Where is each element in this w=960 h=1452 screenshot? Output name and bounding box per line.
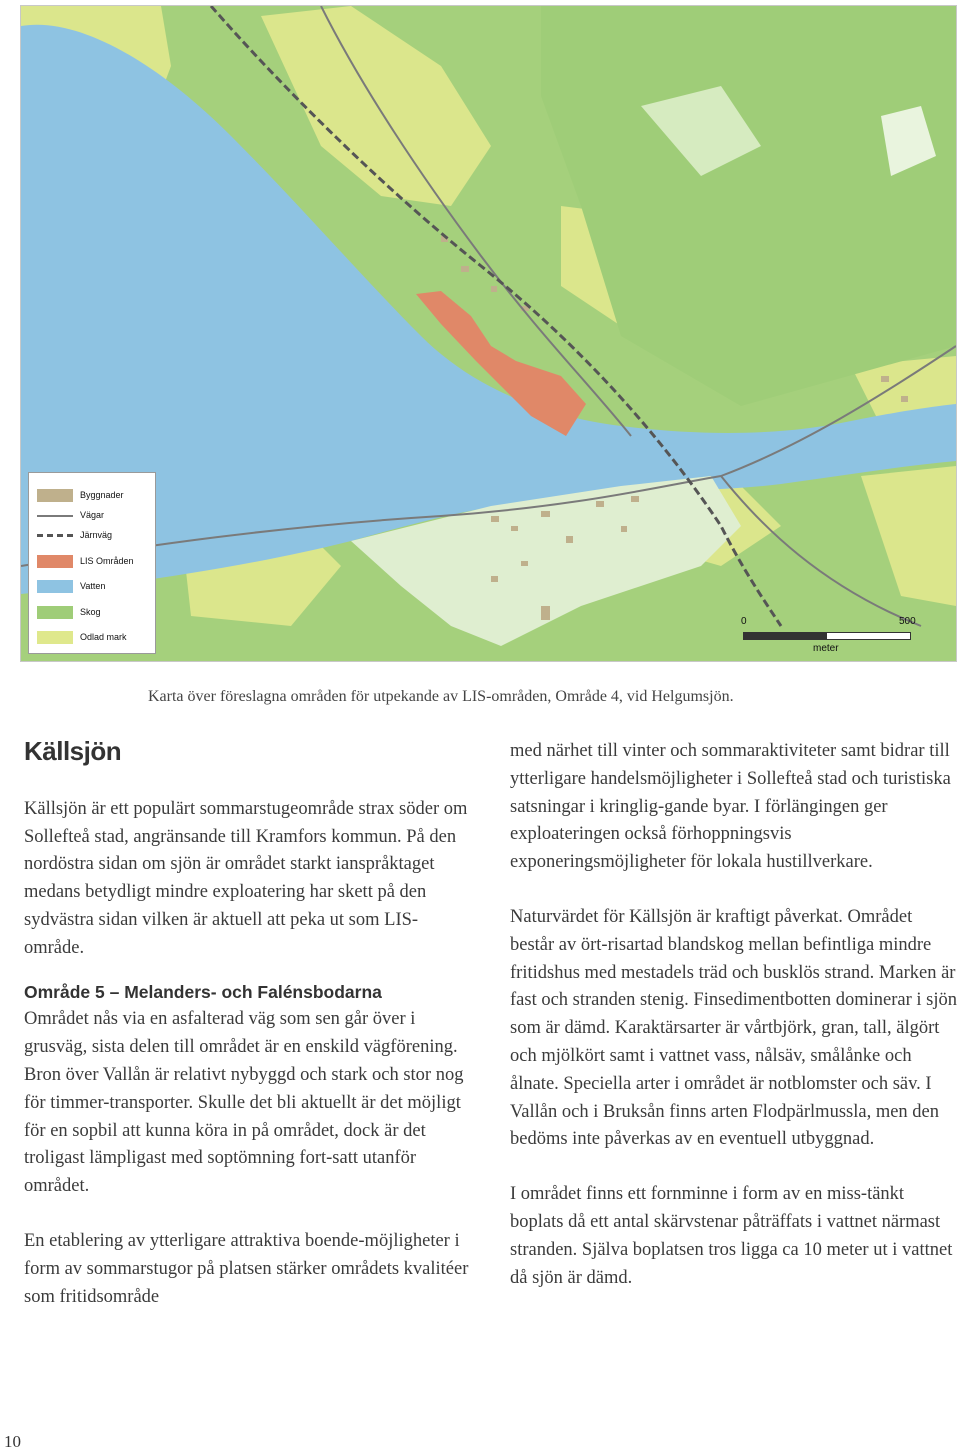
legend-swatch [37, 631, 73, 644]
legend-swatch [37, 555, 73, 568]
legend-swatch [37, 606, 73, 619]
access-paragraph: Området nås via en asfalterad väg som sen går över i grusväg, sista delen till området är en enskild vägförening. Bron över Vallån är relativt nybyggd och stark och stor nog för timmer-transporter. Skulle det bli aktuellt är det möjligt för en sopbil att kunna köra in på området, dock är det troligast lämpligast med soptömning fort-satt utanför området. [24, 1009, 464, 1197]
railway-line-icon [37, 529, 73, 542]
right-column [510, 738, 960, 1292]
area-subheading: Område 5 – Melanders- och Falénsbodarna [24, 981, 382, 1002]
legend-label: Järnväg [80, 530, 113, 540]
scale-bar [741, 616, 941, 656]
road-line-icon [37, 509, 73, 522]
legend-label: LIS Områden [80, 556, 134, 566]
legend-item-buildings [37, 487, 124, 503]
scale-bar-graphic [743, 632, 911, 640]
continuation-paragraph: med närhet till vinter och sommaraktiviteter samt bidrar till ytterligare handelsmöjligheter i Sollefteå stad och turistiska satsningar i kringlig-gande byar. I förlängingen ger exploateringen också förhoppningsvis exponeringsmöjligheter för lokala hustillverkare. [510, 741, 951, 873]
scale-unit: meter [813, 643, 839, 654]
legend-label: Vägar [80, 510, 105, 520]
map-legend [28, 472, 156, 654]
legend-label: Odlad mark [80, 632, 127, 642]
map-caption: Karta över föreslagna områden för utpekande av LIS-områden, Område 4, vid Helgumsjön. [148, 688, 734, 705]
legend-item-roads [37, 507, 104, 523]
legend-item-lis-areas [37, 553, 134, 569]
map-figure [20, 5, 957, 662]
legend-item-farmland [37, 629, 127, 645]
legend-item-forest [37, 604, 101, 620]
development-paragraph: En etablering av ytterligare attraktiva boende-möjligheter i form av sommarstugor på platsen stärker områdets kvalitéer som fritidsområde [24, 1230, 469, 1307]
page-number: 10 [4, 1432, 21, 1451]
legend-swatch [37, 489, 73, 502]
legend-item-water [37, 578, 105, 594]
intro-paragraph: Källsjön är ett populärt sommarstugeområde strax söder om Sollefteå stad, angränsande till Kramfors kommun. På den nordöstra sidan om sjön är området starkt ianspråktaget medans betydligt mindre exploatering har skett på den sydvästra sidan vilken är aktuell att peka ut som LIS-område. [24, 798, 468, 958]
nature-value-paragraph: Naturvärdet för Källsjön är kraftigt påverkat. Området består av ört-risartad blandskog mellan befintliga mindre fritidshus med mestadels träd och busklös strand. Marken är fast och stranden stenig. Finsedimentbotten dominerar i sjön som är dämd. Karaktärsarter är vårtbjörk, gran, tall, älgört och mjölkört samt i vattnet vass, nålsäv, smålånke och ålnate. Speciella arter i området är notblomster och säv. I Vallån och i Bruksån finns arten Flodpärlmussla, men den bedöms inte påverkas av en eventuell utbyggnad. [510, 906, 957, 1150]
legend-item-railway [37, 527, 112, 543]
ancient-monument-paragraph: I området finns ett fornminne i form av en miss-tänkt boplats då ett antal skärvstenar påträffats i vattnet närmast stranden. Själva boplatsen tros ligga ca 10 meter ut i vattnet då sjön är dämd. [510, 1184, 953, 1288]
legend-label: Skog [80, 607, 101, 617]
left-column [24, 738, 474, 1311]
section-heading: Källsjön [24, 736, 122, 766]
legend-label: Vatten [80, 581, 106, 591]
legend-label: Byggnader [80, 490, 124, 500]
legend-swatch [37, 580, 73, 593]
scale-max: 500 [899, 616, 916, 627]
map-drawing [21, 6, 956, 661]
scale-zero: 0 [741, 616, 747, 627]
